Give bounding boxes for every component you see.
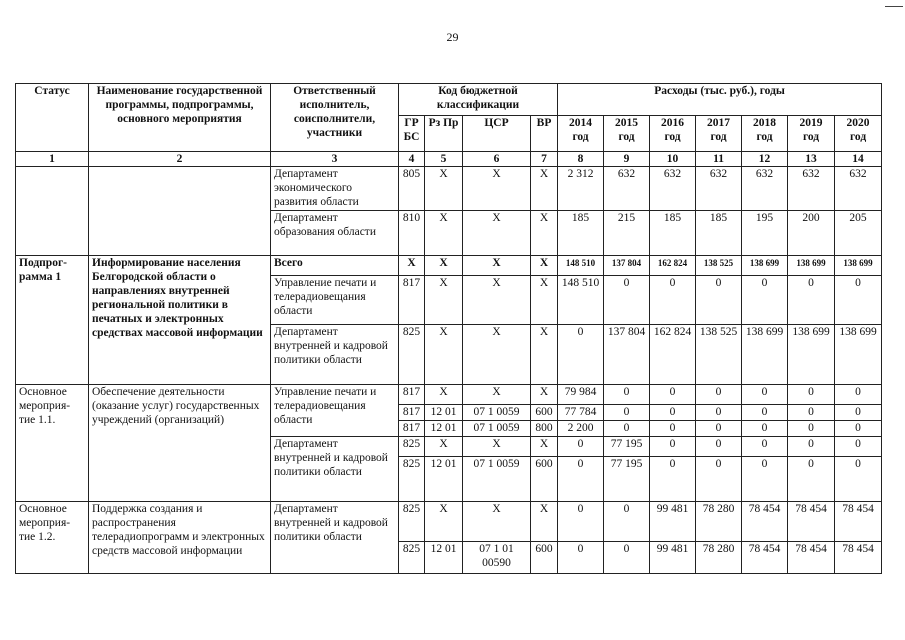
column-number: 2 xyxy=(89,152,271,167)
value-cell: 632 xyxy=(742,167,788,211)
grbs-cell: 825 xyxy=(399,542,425,574)
value-cell: 0 xyxy=(835,385,882,405)
value-cell: 0 xyxy=(650,457,696,502)
value-cell: 0 xyxy=(604,276,650,325)
rzpr-cell: X xyxy=(425,256,463,276)
vr-cell: X xyxy=(531,502,558,542)
rzpr-cell: 12 01 xyxy=(425,405,463,421)
csr-cell: X xyxy=(463,325,531,385)
grbs-cell: 817 xyxy=(399,421,425,437)
value-cell: 0 xyxy=(788,437,835,457)
rzpr-cell: X xyxy=(425,325,463,385)
value-cell: 0 xyxy=(650,385,696,405)
value-cell: 0 xyxy=(742,421,788,437)
value-cell: 0 xyxy=(742,276,788,325)
csr-cell: X xyxy=(463,211,531,256)
value-cell: 0 xyxy=(742,457,788,502)
rzpr-cell: 12 01 xyxy=(425,421,463,437)
vr-cell: X xyxy=(531,256,558,276)
vr-cell: X xyxy=(531,437,558,457)
value-cell: 0 xyxy=(604,385,650,405)
value-cell: 0 xyxy=(696,276,742,325)
value-cell: 138 699 xyxy=(742,325,788,385)
value-cell: 0 xyxy=(742,405,788,421)
column-number: 9 xyxy=(604,152,650,167)
csr-cell: 07 1 0059 xyxy=(463,405,531,421)
code-col-header: ГР БС xyxy=(399,116,425,152)
value-cell: 0 xyxy=(696,385,742,405)
responsible-cell: Всего xyxy=(271,256,399,276)
value-cell: 77 195 xyxy=(604,437,650,457)
csr-cell: X xyxy=(463,502,531,542)
responsible-cell: Департамент внутренней и кадровой политики области xyxy=(271,502,399,574)
value-cell: 162 824 xyxy=(650,256,696,276)
value-cell: 195 xyxy=(742,211,788,256)
status-cell: Подпрог-рамма 1 xyxy=(16,256,89,385)
name-cell: Информирование населения Белгородской области о направлениях внутренней региональной политики в печатных и электронных средствах массовой информации xyxy=(89,256,271,385)
value-cell: 0 xyxy=(835,276,882,325)
rzpr-cell: 12 01 xyxy=(425,457,463,502)
value-cell: 0 xyxy=(604,542,650,574)
grbs-cell: 817 xyxy=(399,405,425,421)
value-cell: 0 xyxy=(604,421,650,437)
column-number: 8 xyxy=(558,152,604,167)
value-cell: 138 525 xyxy=(696,325,742,385)
value-cell: 0 xyxy=(788,405,835,421)
value-cell: 0 xyxy=(558,437,604,457)
column-number: 10 xyxy=(650,152,696,167)
column-number: 3 xyxy=(271,152,399,167)
value-cell: 0 xyxy=(604,405,650,421)
grbs-cell: 825 xyxy=(399,502,425,542)
rzpr-cell: 12 01 xyxy=(425,542,463,574)
responsible-cell: Департамент образования области xyxy=(271,211,399,256)
value-cell: 205 xyxy=(835,211,882,256)
value-cell: 78 454 xyxy=(742,542,788,574)
value-cell: 162 824 xyxy=(650,325,696,385)
value-cell: 215 xyxy=(604,211,650,256)
column-number: 4 xyxy=(399,152,425,167)
rzpr-cell: X xyxy=(425,385,463,405)
value-cell: 148 510 xyxy=(558,256,604,276)
value-cell: 632 xyxy=(696,167,742,211)
header-row-1 xyxy=(16,84,882,116)
year-header: 2016 год xyxy=(650,116,696,152)
value-cell: 79 984 xyxy=(558,385,604,405)
value-cell: 137 804 xyxy=(604,325,650,385)
csr-cell: X xyxy=(463,437,531,457)
value-cell: 0 xyxy=(696,457,742,502)
value-cell: 78 454 xyxy=(742,502,788,542)
csr-cell: X xyxy=(463,385,531,405)
value-cell: 0 xyxy=(788,421,835,437)
value-cell: 185 xyxy=(650,211,696,256)
rzpr-cell: X xyxy=(425,276,463,325)
value-cell: 0 xyxy=(835,421,882,437)
value-cell: 99 481 xyxy=(650,542,696,574)
responsible-cell: Управление печати и телерадиовещания области xyxy=(271,276,399,325)
value-cell: 138 699 xyxy=(835,256,882,276)
value-cell: 138 699 xyxy=(788,325,835,385)
value-cell: 0 xyxy=(696,421,742,437)
column-number-row xyxy=(16,152,882,167)
value-cell: 2 312 xyxy=(558,167,604,211)
rzpr-cell: X xyxy=(425,437,463,457)
responsible-cell: Департамент внутренней и кадровой политики области xyxy=(271,325,399,385)
code-col-header: ВР xyxy=(531,116,558,152)
value-cell: 0 xyxy=(696,437,742,457)
responsible-cell: Департамент внутренней и кадровой политики области xyxy=(271,437,399,502)
value-cell: 0 xyxy=(558,502,604,542)
col-responsible-header: Ответственный исполнитель, соисполнители, участники xyxy=(271,84,399,152)
column-number: 7 xyxy=(531,152,558,167)
column-number: 11 xyxy=(696,152,742,167)
value-cell: 0 xyxy=(742,385,788,405)
year-header: 2017 год xyxy=(696,116,742,152)
value-cell: 200 xyxy=(788,211,835,256)
csr-cell: 07 1 0059 xyxy=(463,457,531,502)
value-cell: 185 xyxy=(558,211,604,256)
value-cell: 138 699 xyxy=(742,256,788,276)
expenses-group-header: Расходы (тыс. руб.), годы xyxy=(558,84,882,116)
value-cell: 138 699 xyxy=(788,256,835,276)
column-number: 13 xyxy=(788,152,835,167)
value-cell: 77 195 xyxy=(604,457,650,502)
grbs-cell: 825 xyxy=(399,457,425,502)
value-cell: 99 481 xyxy=(650,502,696,542)
table-row xyxy=(16,256,882,276)
page-number: 29 xyxy=(446,30,459,44)
responsible-cell: Департамент экономического развития области xyxy=(271,167,399,211)
year-header: 2019 год xyxy=(788,116,835,152)
status-cell-empty xyxy=(16,167,89,256)
vr-cell: X xyxy=(531,325,558,385)
value-cell: 632 xyxy=(788,167,835,211)
vr-cell: 800 xyxy=(531,421,558,437)
value-cell: 78 454 xyxy=(835,542,882,574)
value-cell: 0 xyxy=(558,542,604,574)
value-cell: 632 xyxy=(650,167,696,211)
vr-cell: X xyxy=(531,211,558,256)
value-cell: 78 280 xyxy=(696,542,742,574)
table-row xyxy=(16,385,882,405)
value-cell: 0 xyxy=(558,325,604,385)
vr-cell: 600 xyxy=(531,405,558,421)
column-number: 1 xyxy=(16,152,89,167)
grbs-cell: X xyxy=(399,256,425,276)
value-cell: 0 xyxy=(788,385,835,405)
grbs-cell: 805 xyxy=(399,167,425,211)
value-cell: 0 xyxy=(558,457,604,502)
name-cell-empty xyxy=(89,167,271,256)
code-col-header: ЦСР xyxy=(463,116,531,152)
rzpr-cell: X xyxy=(425,167,463,211)
value-cell: 0 xyxy=(835,437,882,457)
name-cell: Поддержка создания и распространения телерадиопрограмм и электронных средств массовой информации xyxy=(89,502,271,574)
grbs-cell: 825 xyxy=(399,437,425,457)
col-status-header: Статус xyxy=(16,84,89,152)
year-header: 2020 год xyxy=(835,116,882,152)
value-cell: 78 454 xyxy=(788,502,835,542)
corner-mark xyxy=(885,6,903,7)
value-cell: 0 xyxy=(835,405,882,421)
value-cell: 137 804 xyxy=(604,256,650,276)
csr-cell: X xyxy=(463,167,531,211)
value-cell: 0 xyxy=(742,437,788,457)
value-cell: 78 454 xyxy=(835,502,882,542)
value-cell: 0 xyxy=(696,405,742,421)
vr-cell: X xyxy=(531,167,558,211)
responsible-cell: Управление печати и телерадиовещания области xyxy=(271,385,399,437)
budget-table xyxy=(15,83,882,574)
value-cell: 78 454 xyxy=(788,542,835,574)
grbs-cell: 817 xyxy=(399,276,425,325)
csr-cell: X xyxy=(463,276,531,325)
year-header: 2015 год xyxy=(604,116,650,152)
grbs-cell: 825 xyxy=(399,325,425,385)
csr-cell: X xyxy=(463,256,531,276)
grbs-cell: 810 xyxy=(399,211,425,256)
value-cell: 0 xyxy=(604,502,650,542)
value-cell: 0 xyxy=(650,437,696,457)
value-cell: 0 xyxy=(650,405,696,421)
code-col-header: Рз Пр xyxy=(425,116,463,152)
status-cell: Основное мероприя-тие 1.2. xyxy=(16,502,89,574)
value-cell: 77 784 xyxy=(558,405,604,421)
value-cell: 0 xyxy=(650,421,696,437)
rzpr-cell: X xyxy=(425,211,463,256)
column-number: 12 xyxy=(742,152,788,167)
value-cell: 138 525 xyxy=(696,256,742,276)
vr-cell: X xyxy=(531,276,558,325)
csr-cell: 07 1 0059 xyxy=(463,421,531,437)
name-cell: Обеспечение деятельности (оказание услуг) государственных учреждений (организаций) xyxy=(89,385,271,502)
vr-cell: X xyxy=(531,385,558,405)
value-cell: 632 xyxy=(604,167,650,211)
value-cell: 0 xyxy=(835,457,882,502)
col-name-header: Наименование государственной программы, подпрограммы, основного мероприятия xyxy=(89,84,271,152)
column-number: 14 xyxy=(835,152,882,167)
value-cell: 138 699 xyxy=(835,325,882,385)
year-header: 2014 год xyxy=(558,116,604,152)
table-row xyxy=(16,167,882,211)
value-cell: 78 280 xyxy=(696,502,742,542)
value-cell: 0 xyxy=(788,276,835,325)
csr-cell: 07 1 01 00590 xyxy=(463,542,531,574)
column-number: 6 xyxy=(463,152,531,167)
vr-cell: 600 xyxy=(531,542,558,574)
value-cell: 0 xyxy=(788,457,835,502)
value-cell: 632 xyxy=(835,167,882,211)
status-cell: Основное мероприя-тие 1.1. xyxy=(16,385,89,502)
column-number: 5 xyxy=(425,152,463,167)
year-header: 2018 год xyxy=(742,116,788,152)
value-cell: 2 200 xyxy=(558,421,604,437)
code-group-header: Код бюджетной классификации xyxy=(399,84,558,116)
grbs-cell: 817 xyxy=(399,385,425,405)
value-cell: 185 xyxy=(696,211,742,256)
value-cell: 0 xyxy=(650,276,696,325)
rzpr-cell: X xyxy=(425,502,463,542)
table-row xyxy=(16,502,882,542)
value-cell: 148 510 xyxy=(558,276,604,325)
vr-cell: 600 xyxy=(531,457,558,502)
